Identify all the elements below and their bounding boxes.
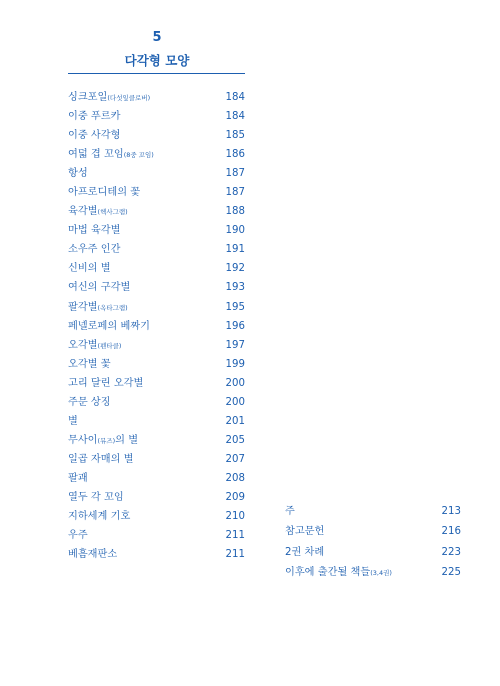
- toc-entry-title: [68, 147, 154, 163]
- toc-entry: [68, 414, 245, 433]
- toc-entry-title: [68, 223, 120, 238]
- toc-entry: [68, 204, 245, 223]
- toc-entry: [68, 357, 245, 376]
- toc-entry-title-suffix: 의 별: [115, 434, 139, 446]
- toc-entry-page: 185: [225, 130, 245, 142]
- toc-entry-title-text: 열두 각 꼬임: [68, 491, 124, 503]
- toc-entry-page: 223: [441, 546, 461, 558]
- toc-entry-title: [285, 504, 295, 519]
- toc-entry-title: [68, 528, 88, 543]
- toc-entry-title: [68, 547, 117, 562]
- toc-entry: [68, 452, 245, 471]
- toc-entry-page: 211: [225, 530, 245, 542]
- toc-entry-page: 187: [225, 168, 245, 180]
- toc-entry-title: [68, 242, 120, 257]
- toc-entry-page: 191: [225, 244, 245, 256]
- toc-entry: [68, 128, 245, 147]
- toc-entry-title-text: 고리 달린 오각별: [68, 377, 144, 389]
- toc-entry-title-text: 우주: [68, 530, 88, 542]
- title-rule: [68, 73, 245, 74]
- chapter-title: 다각형 모양: [124, 53, 190, 68]
- toc-entry: [68, 90, 245, 109]
- toc-entry-title-text: 베흠재판소: [68, 549, 118, 561]
- toc-entry: [68, 242, 245, 261]
- toc-entry-title-text: 오각별 꽃: [68, 358, 111, 370]
- toc-entry-title: [68, 452, 134, 467]
- toc-entry-title-text: 페넬로페의 베짜기: [68, 320, 150, 332]
- toc-entry-title: [285, 545, 324, 560]
- toc-entry-title-text: 이중 푸르카: [68, 111, 121, 123]
- toc-entry: [68, 490, 245, 509]
- toc-entry: [68, 433, 245, 452]
- toc-entry-page: 210: [225, 511, 245, 523]
- toc-entry-title-text: 주문 상징: [68, 396, 111, 408]
- toc-entry-subtitle: (3,4권): [370, 569, 392, 578]
- chapter-number: 5: [152, 30, 162, 45]
- toc-entry-title-text: 팔각별: [68, 301, 98, 313]
- toc-entry-subtitle: (다섯잎클로버): [107, 94, 151, 102]
- toc-entry: [68, 185, 245, 204]
- toc-entry-page: 211: [225, 549, 245, 561]
- toc-entry-title-text: 여덟 겹 꼬임: [68, 149, 124, 161]
- toc-entry: [68, 528, 245, 547]
- toc-entry-page: 213: [441, 506, 461, 517]
- toc-entry-title: [68, 471, 88, 486]
- toc-entry-title-text: 참고문헌: [285, 526, 325, 538]
- toc-entry-title: [68, 300, 128, 316]
- toc-entry-page: 196: [225, 320, 245, 332]
- toc-entry: [68, 261, 245, 280]
- toc-entry-title: [68, 509, 130, 524]
- toc-entry-title: [68, 338, 121, 354]
- toc-entry-title-text: 2권 차례: [285, 546, 325, 558]
- toc-entry-page: 184: [225, 111, 245, 123]
- toc-entry-page: 199: [225, 358, 245, 370]
- toc-entry-page: 188: [225, 206, 245, 218]
- toc-entry-page: 225: [441, 567, 461, 579]
- toc-entry-title-text: 이중 사각형: [68, 130, 121, 142]
- toc-entry-title-text: 육각별: [68, 206, 98, 218]
- toc-entry-title: [68, 204, 128, 220]
- toc-entry: [68, 147, 245, 166]
- toc-entry-title-text: 지하세계 기호: [68, 511, 131, 523]
- toc-left-column: [68, 90, 245, 566]
- toc-entry-page: 193: [225, 282, 245, 294]
- toc-entry-title: [285, 524, 324, 539]
- toc-entry: [68, 166, 245, 185]
- toc-entry-page: 190: [225, 225, 245, 237]
- toc-entry-page: 197: [225, 339, 245, 351]
- toc-entry-title: [68, 109, 120, 124]
- toc-entry: [68, 338, 245, 357]
- toc-entry-page: 209: [225, 491, 245, 503]
- toc-entry-page: 200: [225, 377, 245, 389]
- toc-entry-subtitle: (펜타클): [97, 341, 122, 350]
- toc-entry-title: [68, 376, 143, 391]
- toc-entry: [68, 509, 245, 528]
- toc-entry: [68, 547, 245, 566]
- toc-entry-title-text: 주: [285, 506, 295, 517]
- toc-entry-page: 184: [225, 92, 245, 103]
- toc-entry-title-text: 이후에 출간될 책들: [285, 567, 371, 579]
- toc-entry: [68, 471, 245, 490]
- toc-right-column: [285, 504, 461, 586]
- toc-entry: [285, 565, 461, 585]
- toc-entry-page: 208: [225, 472, 245, 484]
- toc-entry-title: [68, 280, 130, 295]
- toc-entry-title: [68, 357, 111, 372]
- toc-entry: [68, 395, 245, 414]
- toc-entry-page: 200: [225, 396, 245, 408]
- toc-entry-title: [68, 395, 111, 410]
- toc-entry-subtitle: (8중 꼬임): [123, 151, 154, 160]
- toc-entry-title-text: 마법 육각별: [68, 225, 121, 237]
- toc-entry-page: 186: [225, 149, 245, 161]
- toc-entry-page: 192: [225, 263, 245, 275]
- toc-entry-title-text: 일곱 자매의 별: [68, 453, 134, 465]
- toc-entry-title-text: 아프로디테의 꽃: [68, 187, 141, 199]
- toc-entry-subtitle: (뮤즈): [97, 436, 116, 445]
- toc-entry: [285, 504, 461, 524]
- toc-entry: [68, 223, 245, 242]
- toc-entry: [68, 280, 245, 299]
- toc-entry: [68, 376, 245, 395]
- toc-entry-title-text: 소우주 인간: [68, 244, 121, 256]
- toc-entry-title-text: 무사이: [68, 434, 98, 446]
- toc-entry-title-text: 싱크포일: [68, 92, 108, 103]
- toc-entry-page: 207: [225, 453, 245, 465]
- toc-entry-title-text: 항성: [68, 168, 88, 180]
- toc-entry-title: [68, 433, 138, 449]
- toc-entry-title: [68, 319, 150, 334]
- toc-entry-title-text: 신비의 별: [68, 263, 111, 275]
- toc-entry-subtitle: (헥사그램): [97, 208, 128, 217]
- toc-entry: [285, 524, 461, 544]
- toc-entry-title: [68, 414, 78, 429]
- toc-entry-page: 205: [225, 434, 245, 446]
- toc-entry: [68, 300, 245, 319]
- toc-entry-page: 216: [441, 526, 461, 538]
- toc-entry-title-text: 별: [68, 415, 78, 427]
- toc-entry-title-text: 오각별: [68, 339, 98, 351]
- toc-entry-title: [68, 490, 124, 505]
- toc-entry-title: [285, 565, 392, 581]
- toc-entry: [285, 545, 461, 565]
- toc-entry-title-text: 여신의 구각별: [68, 282, 131, 294]
- toc-entry-page: 195: [225, 301, 245, 313]
- toc-entry-page: 187: [225, 187, 245, 199]
- toc-entry-page: 201: [225, 415, 245, 427]
- toc-entry: [68, 109, 245, 128]
- toc-entry: [68, 319, 245, 338]
- toc-entry-title: [68, 261, 111, 276]
- toc-entry-title-text: 팔괘: [68, 472, 88, 484]
- toc-entry-title: [68, 128, 120, 143]
- toc-entry-title: [68, 185, 140, 200]
- toc-entry-title: [68, 166, 88, 181]
- toc-entry-subtitle: (옥타그램): [97, 303, 128, 312]
- toc-entry-title: [68, 90, 150, 106]
